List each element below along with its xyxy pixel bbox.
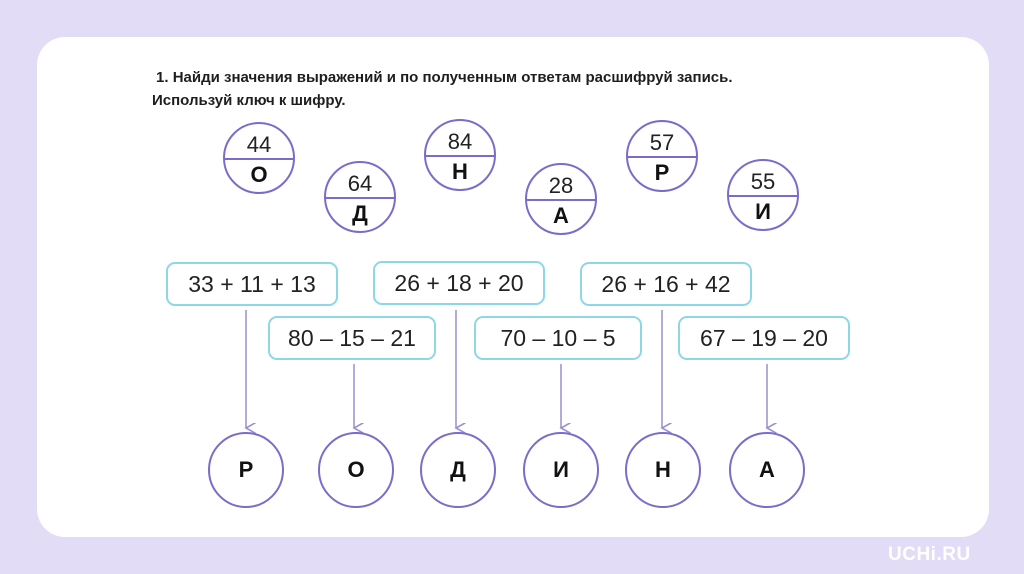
expression-box: 26 + 16 + 42	[580, 262, 752, 306]
uchi-logo: UCHi.RU	[888, 544, 971, 565]
task-number: 1.	[156, 69, 169, 86]
task-instruction: Найди значения выражений и по полученным ответам расшифруй запись.	[172, 69, 733, 86]
expression-box: 26 + 18 + 20	[373, 261, 545, 305]
answer-circle: Д	[420, 432, 496, 508]
answer-circle: А	[729, 432, 805, 508]
key-letter: Д	[352, 201, 368, 226]
answer-circle: И	[523, 432, 599, 508]
expression-box: 67 – 19 – 20	[678, 316, 850, 360]
task-line-2: Используй ключ к шифру.	[152, 92, 346, 109]
key-number: 64	[347, 171, 373, 196]
answer-circle: Р	[208, 432, 284, 508]
key-number: 55	[750, 169, 776, 194]
expression-box: 70 – 10 – 5	[474, 316, 642, 360]
expression-box: 80 – 15 – 21	[268, 316, 436, 360]
answer-circle: Н	[625, 432, 701, 508]
key-letter: Р	[654, 160, 670, 185]
key-number: 57	[649, 130, 675, 155]
key-number: 44	[246, 132, 272, 157]
answer-circle: О	[318, 432, 394, 508]
key-letter: Н	[452, 159, 468, 184]
key-number: 28	[548, 173, 574, 198]
expression-box: 33 + 11 + 13	[166, 262, 338, 306]
key-letter: И	[755, 199, 771, 224]
key-number: 84	[447, 129, 473, 154]
key-letter: О	[250, 162, 268, 187]
key-letter: А	[553, 203, 569, 228]
